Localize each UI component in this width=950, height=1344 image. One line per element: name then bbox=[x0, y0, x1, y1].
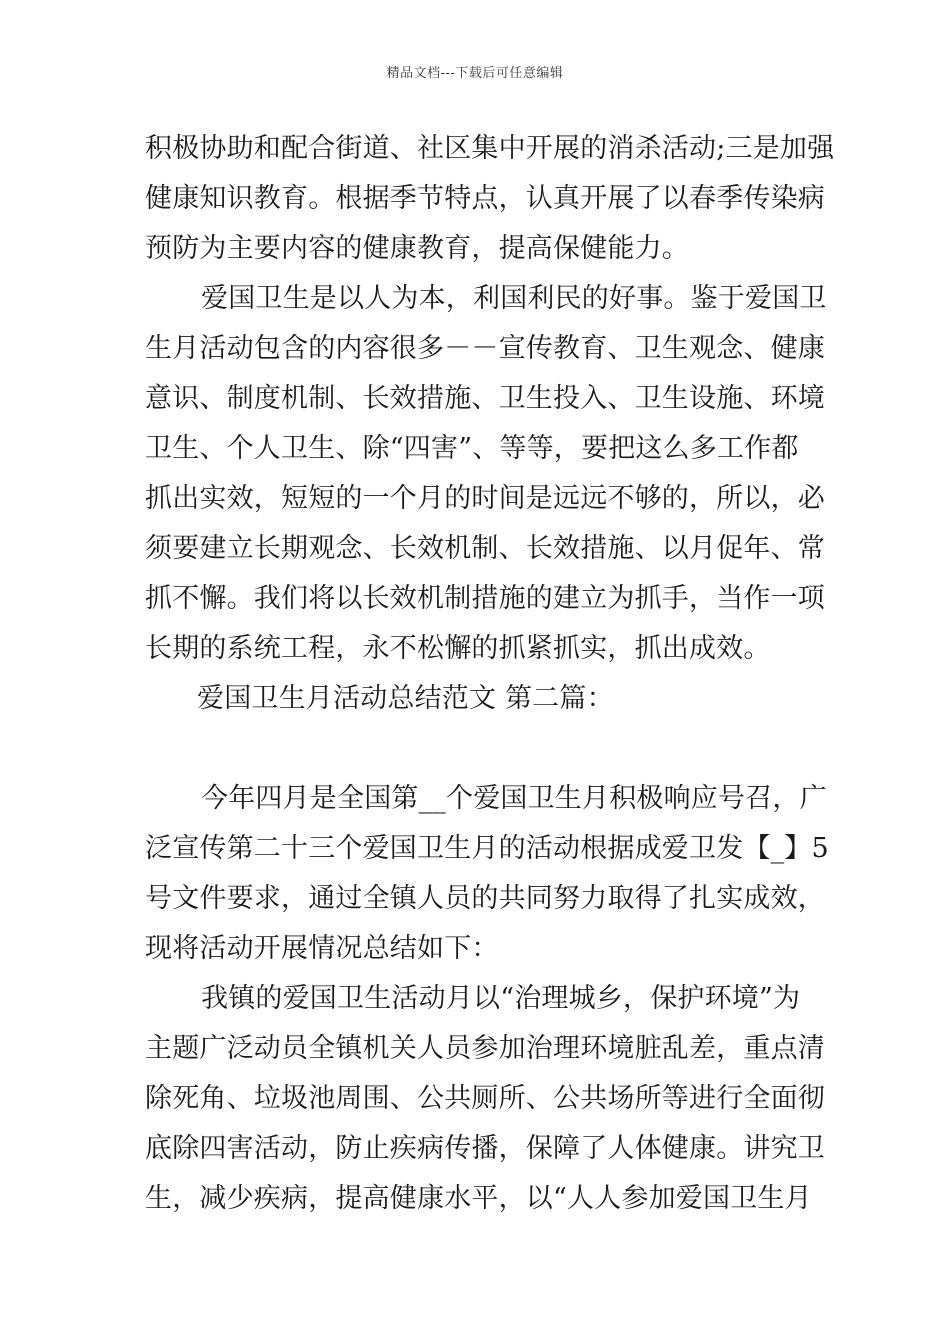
paragraph-start-line: 今年四月是全国第__个爱国卫生月积极响应号召，广 bbox=[201, 783, 827, 814]
section-heading: 爱国卫生月活动总结范文 第二篇： bbox=[197, 683, 614, 714]
text-line: 抓出实效，短短的一个月的时间是远远不够的，所以，必 bbox=[145, 483, 825, 514]
text-line: 长期的系统工程，永不松懈的抓紧抓实，抓出成效。 bbox=[145, 633, 771, 664]
text-line: 抓不懈。我们将以长效机制措施的建立为抓手，当作一项 bbox=[145, 583, 825, 614]
paragraph-start-line: 爱国卫生是以人为本，利国利民的好事。鉴于爱国卫 bbox=[201, 283, 827, 314]
text-line: 泛宣传第二十三个爱国卫生月的活动根据成爱卫发【_】5 bbox=[145, 833, 829, 864]
paragraph-start-line: 我镇的爱国卫生活动月以“治理城乡，保护环境”为 bbox=[201, 983, 801, 1014]
text-line: 生，减少疾病，提高健康水平，以“人人参加爱国卫生月 bbox=[145, 1183, 812, 1214]
text-line: 主题广泛动员全镇机关人员参加治理环境脏乱差，重点清 bbox=[145, 1033, 825, 1064]
blank-line bbox=[145, 724, 810, 774]
text-line: 除死角、垃圾池周围、公共厕所、公共场所等进行全面彻 bbox=[145, 1083, 825, 1114]
text-line: 健康知识教育。根据季节特点，认真开展了以春季传染病 bbox=[145, 183, 825, 214]
text-line: 底除四害活动，防止疾病传播，保障了人体健康。讲究卫 bbox=[145, 1133, 825, 1164]
text-line: 生月活动包含的内容很多－－宣传教育、卫生观念、健康 bbox=[145, 333, 825, 364]
text-line: 预防为主要内容的健康教育，提高保健能力。 bbox=[145, 233, 689, 264]
text-line: 积极协助和配合街道、社区集中开展的消杀活动;三是加强 bbox=[145, 133, 835, 164]
text-line: 卫生、个人卫生、除“四害”、等等，要把这么多工作都 bbox=[145, 433, 799, 464]
text-line: 须要建立长期观念、长效机制、长效措施、以月促年、常 bbox=[145, 533, 825, 564]
text-line: 意识、制度机制、长效措施、卫生投入、卫生设施、环境 bbox=[145, 383, 825, 414]
text-line: 号文件要求，通过全镇人员的共同努力取得了扎实成效， bbox=[145, 883, 825, 914]
text-line: 现将活动开展情况总结如下： bbox=[145, 933, 499, 964]
document-body bbox=[145, 124, 835, 1224]
page-header: 精品文档---下载后可任意编辑 bbox=[386, 66, 564, 81]
